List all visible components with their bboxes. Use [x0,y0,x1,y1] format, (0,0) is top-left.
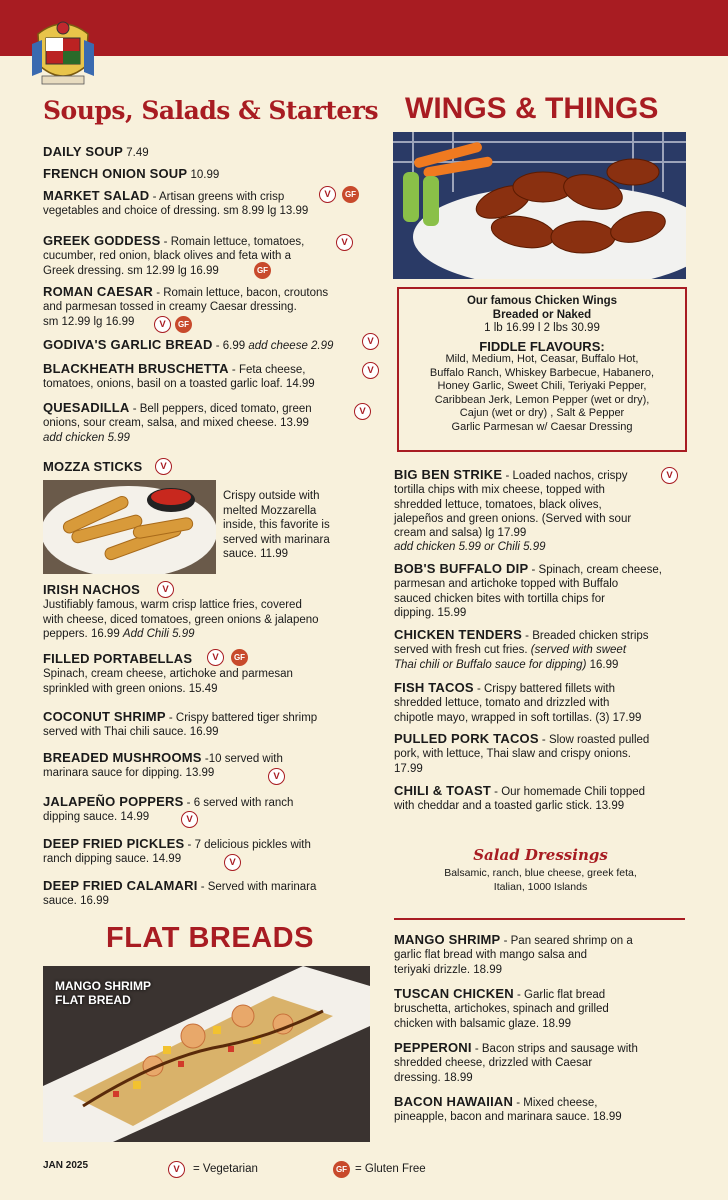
wings-info-box [397,287,687,452]
wings-heading: WINGS & THINGS [405,92,659,125]
menu-item-deep-fried-calamari: DEEP FRIED CALAMARI - Served with marinara sauce. 16.99 [43,878,317,908]
menu-item-daily-soup: DAILY SOUP 7.49 [43,144,149,159]
menu-item-roman-caesar: ROMAN CAESAR - Romain lettuce, bacon, croutons and parmesan tossed in creamy Caesar dressing. sm 12.99 lg 16.99 [43,284,329,328]
menu-item-french-onion: FRENCH ONION SOUP 10.99 [43,166,220,181]
gluten-free-icon: GF [333,1161,350,1178]
flavour-line: Buffalo Ranch, Whiskey Barbecue, Habanero, [429,366,655,379]
vegetarian-icon: V [268,768,285,785]
fiddle-flavours-title: FIDDLE FLAVOURS: [479,338,605,354]
gluten-free-icon: GF [342,186,359,203]
menu-item-chicken-tenders: CHICKEN TENDERS - Breaded chicken strips served with fresh cut fries. (served with sweet Thai chili or Buffalo sauce for dipping) 16.99 [394,627,649,671]
mozza-description: Crispy outside with melted Mozzarella inside, this favorite is served with marinara sauce. 11.99 [223,490,330,560]
menu-item-pulled-pork-tacos: PULLED PORK TACOS - Slow roasted pulled pork, with lettuce, Thai slaw and crispy onions. 17.99 [394,731,650,775]
menu-item-bruschetta: BLACKHEATH BRUSCHETTA - Feta cheese, tomatoes, onions, basil on a toasted garlic loaf. 14.99 [43,361,315,391]
legend-gluten-free-label: = Gluten Free [355,1163,426,1175]
vegetarian-icon: V [224,854,241,871]
wings-pricing: 1 lb 16.99 l 2 lbs 30.99 [484,322,600,334]
divider [394,918,685,920]
menu-item-big-ben-strike: BIG BEN STRIKE - Loaded nachos, crispy tortilla chips with mix cheese, topped with shredded lettuce, tomatoes, black olives, jalepeños and green onions. (Served with sour cream and salsa) lg 17.99 add chicken 5.99 or Chili 5.99 [394,467,632,554]
wings-line-2: Breaded or Naked [492,308,592,321]
vegetarian-icon: V [362,333,379,350]
wings-line-1: Our famous Chicken Wings [466,295,618,307]
vegetarian-icon: V [168,1161,185,1178]
vegetarian-icon: V [155,458,172,475]
gluten-free-icon: GF [231,649,248,666]
menu-item-mozza-sticks: MOZZA STICKS [43,459,143,474]
soups-heading: Soups, Salads & Starters [43,96,379,125]
wings-photo [393,132,686,279]
menu-item-deep-fried-pickles: DEEP FRIED PICKLES - 7 delicious pickles with ranch dipping sauce. 14.99 [43,836,311,866]
vegetarian-icon: V [207,649,224,666]
menu-item-tuscan-chicken: TUSCAN CHICKEN - Garlic flat bread bruschetta, artichokes, spinach and grilled chicken with balsamic glaze. 18.99 [394,986,609,1030]
vegetarian-icon: V [154,316,171,333]
flavour-line: Mild, Medium, Hot, Ceasar, Buffalo Hot, [445,353,639,365]
flavour-line: Caribbean Jerk, Lemon Pepper (wet or dry), [434,393,650,406]
menu-item-coconut-shrimp: COCONUT SHRIMP - Crispy battered tiger shrimp served with Thai chili sauce. 16.99 [43,709,318,739]
flavour-line: Cajun (wet or dry) , Salt & Pepper [459,407,625,419]
menu-item-bobs-buffalo-dip: BOB'S BUFFALO DIP - Spinach, cream cheese, parmesan and artichoke topped with Buffalo sauced chicken bites with tortilla chips for dipping. 15.99 [394,561,662,619]
menu-item-garlic-bread: GODIVA'S GARLIC BREAD - 6.99 add cheese 2.99 [43,337,334,352]
legend-vegetarian-label: = Vegetarian [193,1163,258,1175]
vegetarian-icon: V [181,811,198,828]
menu-item-bacon-hawaiian: BACON HAWAIIAN - Mixed cheese, pineapple, bacon and marinara sauce. 18.99 [394,1094,622,1124]
salad-dressings-title: Salad Dressings [473,846,608,864]
flatbread-photo-label: MANGO SHRIMP FLAT BREAD [55,979,151,1007]
menu-item-fish-tacos: FISH TACOS - Crispy battered fillets with shredded lettuce, tomato and drizzled with chipotle mayo, wrapped in soft tortillas. (3) 17.99 [394,680,642,724]
dressings-line: Balsamic, ranch, blue cheese, greek feta, [444,867,637,879]
flavour-line: Honey Garlic, Sweet Chili, Teriyaki Pepper, [437,380,647,392]
vegetarian-icon: V [661,467,678,484]
menu-item-greek-goddess: GREEK GODDESS - Romain lettuce, tomatoes, cucumber, red onion, black olives and feta with a Greek dressing. sm 12.99 lg 16.99 [43,233,305,277]
menu-item-breaded-mushrooms: BREADED MUSHROOMS -10 served with marinara sauce for dipping. 13.99 [43,750,283,780]
vegetarian-icon: V [157,581,174,598]
gluten-free-icon: GF [175,316,192,333]
menu-item-jalapeno-poppers: JALAPEÑO POPPERS - 6 served with ranch dipping sauce. 14.99 [43,794,294,824]
vegetarian-icon: V [354,403,371,420]
top-banner [0,0,728,56]
menu-item-filled-portabellas: FILLED PORTABELLAS Spinach, cream cheese, artichoke and parmesan sprinkled with green onions. 15.49 [43,651,293,695]
vegetarian-icon: V [336,234,353,251]
crest-logo [28,14,98,90]
dressings-line: Italian, 1000 Islands [493,880,588,893]
vegetarian-icon: V [362,362,379,379]
menu-date: JAN 2025 [43,1160,89,1171]
menu-item-market-salad: MARKET SALAD - Artisan greens with crisp vegetables and choice of dressing. sm 8.99 lg 13.99 [43,188,309,218]
menu-item-chili-toast: CHILI & TOAST - Our homemade Chili topped with cheddar and a toasted garlic stick. 13.99 [394,783,646,813]
gluten-free-icon: GF [254,262,271,279]
vegetarian-icon: V [319,186,336,203]
salad-dressings-block [394,846,687,894]
mozza-sticks-photo [43,480,216,574]
menu-item-pepperoni: PEPPERONI - Bacon strips and sausage with shredded cheese, drizzled with Caesar dressing. 18.99 [394,1040,638,1084]
menu-item-irish-nachos: IRISH NACHOS Justifiably famous, warm crisp lattice fries, covered with cheese, diced tomatoes, green onions & jalapeno peppers. 16.99 Add Chili 5.99 [43,582,319,640]
menu-item-quesadilla: QUESADILLA - Bell peppers, diced tomato, green onions, sour cream, salsa, and mixed cheese. 13.99 add chicken 5.99 [43,400,312,444]
flavour-line: Garlic Parmesan w/ Caesar Dressing [451,420,633,433]
menu-item-mango-shrimp: MANGO SHRIMP - Pan seared shrimp on a garlic flat bread with mango salsa and teriyaki drizzle. 18.99 [394,932,633,976]
flat-breads-heading: FLAT BREADS [106,922,314,954]
